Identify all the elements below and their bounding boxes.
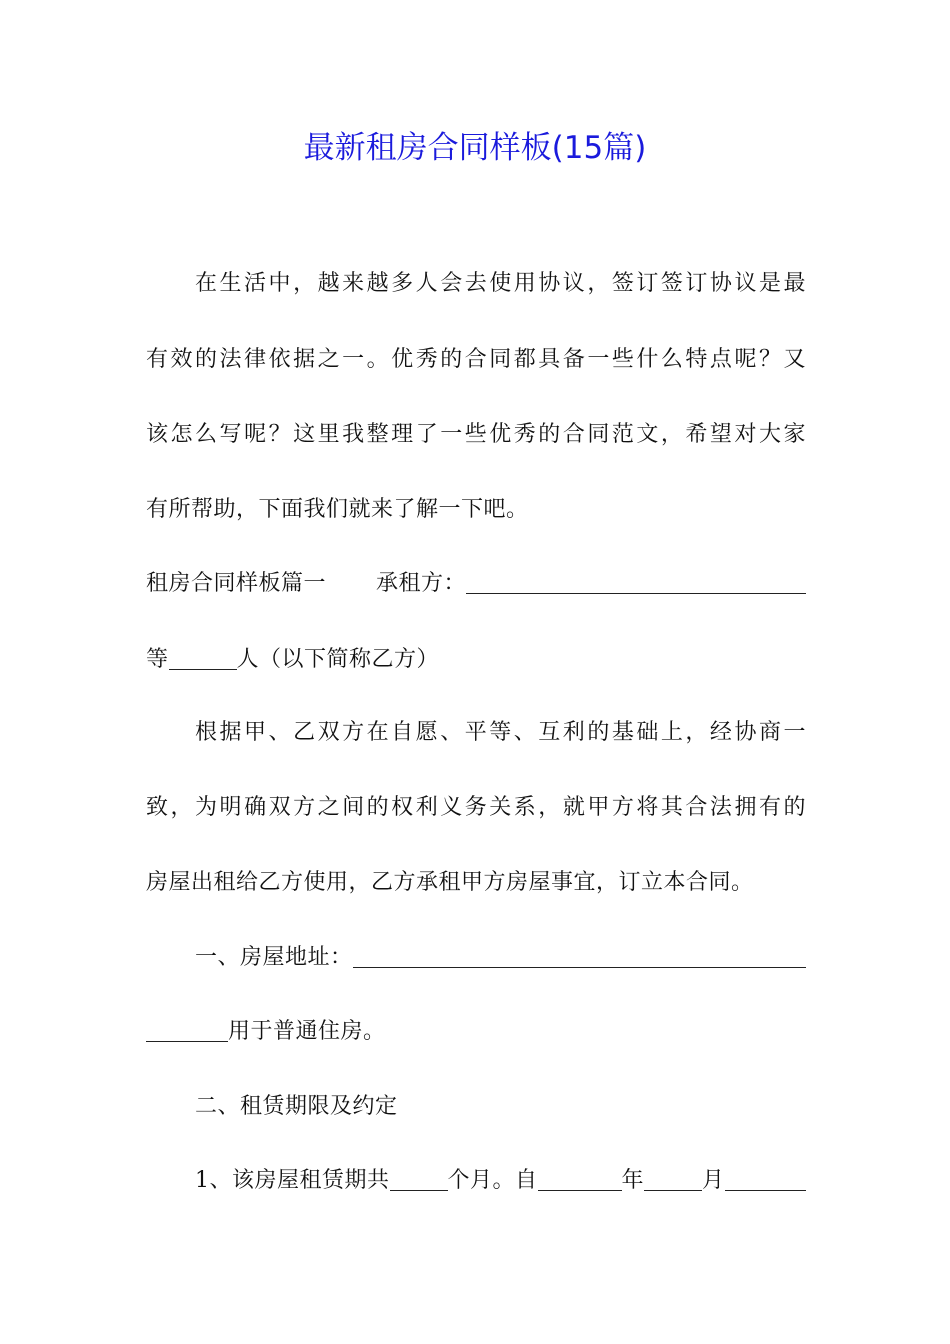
people-suffix: 人（以下简称乙方） <box>236 647 440 672</box>
term-item-1-prefix: 1、该房屋租赁期共 <box>195 1168 390 1193</box>
term-heading: 二、租赁期限及约定 <box>195 1094 398 1119</box>
section-heading: 租房合同样板篇一 <box>146 571 327 596</box>
para2-line-2: 致，为明确双方之间的权利义务关系，就甲方将其合法拥有的 <box>146 795 806 820</box>
address-line <box>195 942 806 974</box>
term-item-1 <box>195 1165 806 1197</box>
intro-line-4: 有所帮助，下面我们就来了解一下吧。 <box>146 497 529 522</box>
address-label: 一、房屋地址： <box>195 945 353 970</box>
intro-line-1: 在生活中，越来越多人会去使用协议，签订签订协议是最 <box>195 271 806 296</box>
address-usage: 用于普通住房。 <box>228 1019 386 1044</box>
start-month-blank <box>644 1168 702 1191</box>
address-usage-line <box>146 1016 806 1048</box>
people-prefix: 等 <box>146 647 169 672</box>
term-item-1-month: 月 <box>702 1168 725 1193</box>
term-item-1-months: 个月。自 <box>447 1168 538 1193</box>
start-day-blank <box>725 1168 806 1191</box>
intro-line-3: 该怎么写呢？这里我整理了一些优秀的合同范文，希望对大家 <box>146 422 806 447</box>
document-title: 最新租房合同样板(15篇) <box>303 130 647 166</box>
address-blank <box>353 945 806 968</box>
para2-line-3: 房屋出租给乙方使用，乙方承租甲方房屋事宜，订立本合同。 <box>146 870 754 895</box>
start-year-blank <box>538 1168 622 1191</box>
tenant-label: 承租方： <box>376 571 467 596</box>
para2-line-1: 根据甲、乙双方在自愿、平等、互利的基础上，经协商一 <box>195 720 806 745</box>
people-count-line <box>146 644 806 676</box>
address-continued-blank <box>146 1019 228 1042</box>
term-item-1-year: 年 <box>621 1168 645 1193</box>
people-count-blank <box>169 647 237 670</box>
tenant-name-blank <box>466 571 806 594</box>
section-heading-row <box>146 568 806 600</box>
intro-line-2: 有效的法律依据之一。优秀的合同都具备一些什么特点呢？又 <box>146 347 806 372</box>
lease-months-blank <box>390 1168 448 1191</box>
